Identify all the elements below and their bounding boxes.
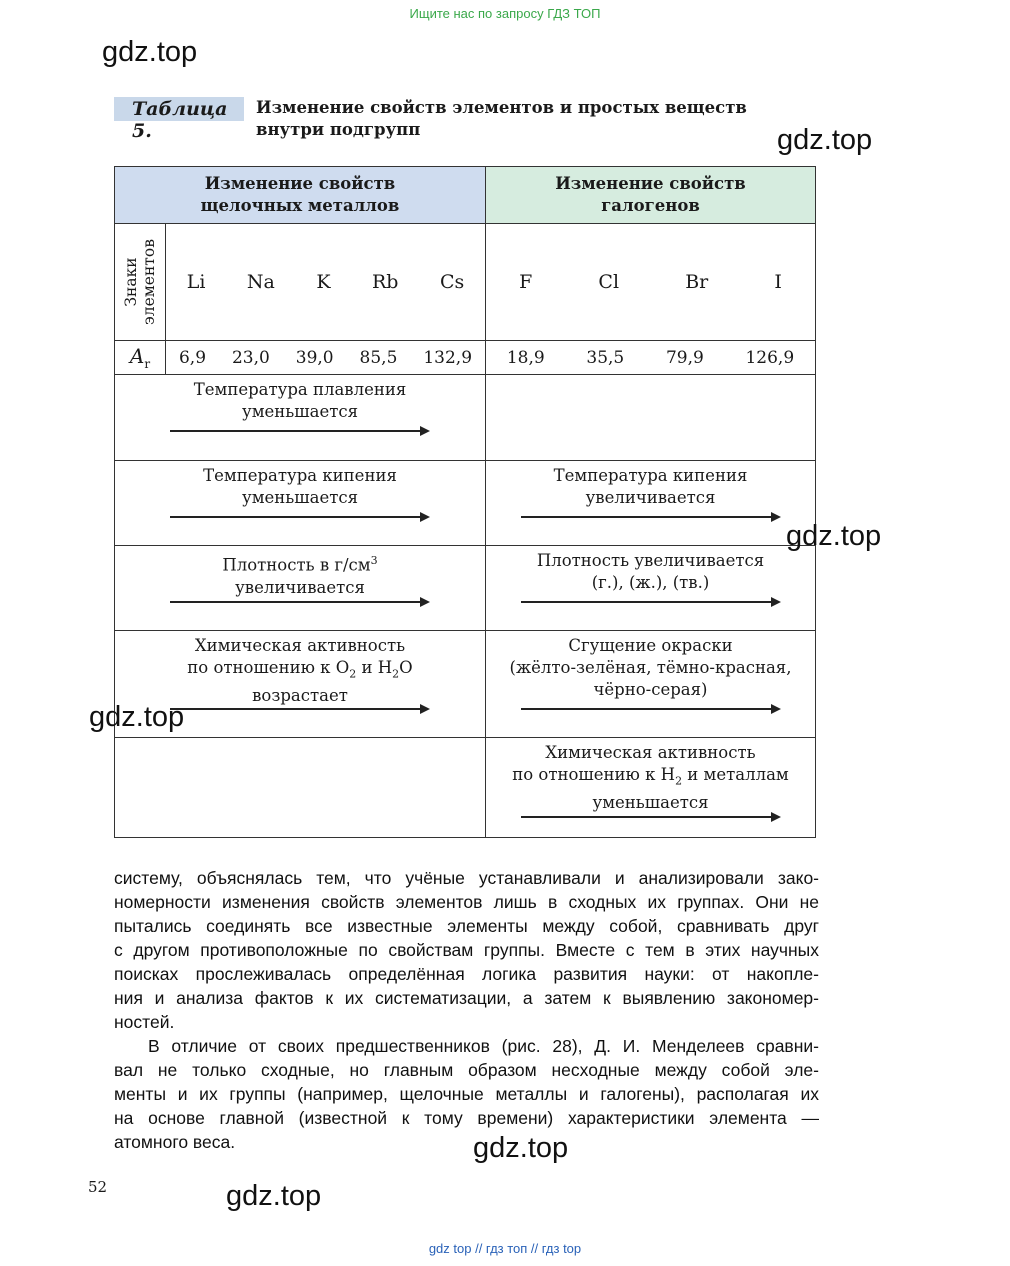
trend-arrow — [170, 601, 428, 603]
element-symbol: Li — [186, 271, 206, 293]
prop-line: Температура кипения — [553, 466, 748, 485]
prop-text: Плотность в г/см — [222, 555, 371, 575]
text-line: ностей. — [114, 1012, 175, 1032]
header-line: щелочных металлов — [200, 196, 400, 215]
properties-table — [114, 166, 816, 838]
prop-sup: 3 — [370, 554, 378, 567]
text-line: с другом противоположные по свойствам группы. Вместе с тем в этих научных — [114, 940, 819, 960]
element-symbol: F — [519, 271, 533, 293]
text-line: на основе главной (известной к тому времени) характеристики элемента — — [114, 1108, 819, 1128]
text-line: пытались соединять все известные элементы между собой, сравнивать друг — [114, 916, 819, 936]
watermark: gdz.top — [226, 1180, 322, 1212]
atomic-mass-value: 23,0 — [231, 347, 270, 368]
ar-subscript: r — [144, 357, 151, 371]
alkali-ar-cell — [166, 341, 486, 375]
prop-line: уменьшается — [592, 793, 709, 813]
prop-line: (жёлто-зелёная, тёмно-красная, — [509, 658, 792, 677]
trend-arrow — [170, 430, 428, 432]
caption-line: внутри подгрупп — [256, 120, 421, 139]
prop-line: чёрно-серая) — [593, 680, 708, 699]
prop-line: уменьшается — [241, 402, 358, 421]
header-line: Изменение свойств — [555, 174, 746, 193]
atomic-mass-value: 126,9 — [745, 347, 795, 368]
prop-line: возрастает — [252, 686, 348, 706]
table-caption-tag-text: Таблица 5. — [132, 98, 228, 142]
prop-text: и металлам — [682, 765, 789, 784]
element-symbol: Na — [246, 271, 275, 293]
watermark: gdz.top — [89, 701, 185, 733]
alkali-symbols-cell — [166, 224, 486, 341]
prop-line — [115, 550, 485, 577]
table-caption-title — [256, 97, 776, 141]
halogen-symbols-cell — [486, 224, 816, 341]
watermark: gdz.top — [777, 124, 873, 156]
element-symbol: Rb — [372, 271, 399, 293]
prop-text: O — [399, 658, 413, 677]
table-caption-tag — [114, 97, 244, 142]
prop-line: Химическая активность — [194, 636, 406, 655]
text-line: поисках прослеживалась определённая логика развития науки: от накопле- — [114, 964, 819, 984]
header-line: Изменение свойств — [204, 174, 396, 193]
header-alkali-metals — [115, 167, 486, 224]
atomic-mass-value: 132,9 — [423, 347, 473, 368]
text-line: ния и анализа фактов к их систематизации, а затем к выявлению закономер- — [114, 988, 819, 1008]
prop-text: по отношению к O — [187, 658, 350, 677]
atomic-mass-value: 6,9 — [178, 347, 207, 368]
element-symbol: I — [774, 271, 782, 293]
page-number: 52 — [88, 1178, 108, 1196]
prop-line: уменьшается — [241, 488, 358, 507]
element-symbol: Cl — [598, 271, 620, 293]
atomic-mass-value: 79,9 — [665, 347, 704, 368]
melting-temp-alkali — [115, 375, 486, 461]
prop-line: Плотность увеличивается — [536, 551, 765, 570]
density-alkali — [115, 546, 486, 631]
element-symbol: Br — [685, 271, 709, 293]
prop-sub: 2 — [675, 774, 683, 788]
activity-halogen — [486, 738, 816, 838]
prop-line: увеличивается — [235, 577, 365, 597]
top-promo-link[interactable]: Ищите нас по запросу ГДЗ ТОП — [409, 6, 601, 21]
halogen-ar-cell — [486, 341, 816, 375]
label-line: Знаки — [122, 257, 140, 307]
trend-arrow — [170, 708, 428, 710]
atomic-mass-value: 39,0 — [295, 347, 334, 368]
text-line: менты и их группы (например, щелочные металлы и галогены), располагая их — [114, 1084, 819, 1104]
prop-text: и H — [356, 658, 393, 677]
prop-text: по отношению к H — [512, 765, 676, 784]
prop-line: (г.), (ж.), (тв.) — [591, 573, 710, 592]
label-line: элементов — [140, 239, 158, 325]
trend-arrow — [521, 708, 779, 710]
bottom-promo-link[interactable]: gdz top // гдз топ // гдз top — [428, 1241, 582, 1256]
melting-temp-halogen-empty — [486, 375, 816, 461]
prop-line — [486, 764, 815, 792]
trend-arrow — [521, 516, 779, 518]
atomic-mass-value: 18,9 — [506, 347, 545, 368]
watermark: gdz.top — [786, 520, 882, 552]
text-line: атомного веса. — [114, 1132, 236, 1152]
prop-line — [115, 657, 485, 685]
text-line: номерности изменения свойств элементов лишь в сходных их группах. Они не — [114, 892, 819, 912]
element-symbol: Cs — [439, 271, 465, 293]
density-halogen — [486, 546, 816, 631]
watermark: gdz.top — [102, 36, 198, 68]
vertical-label — [122, 239, 158, 325]
caption-line: Изменение свойств элементов и простых веществ — [256, 98, 747, 117]
element-symbol: K — [316, 271, 331, 293]
body-paragraph-2 — [114, 1034, 819, 1154]
prop-line: Температура плавления — [193, 380, 407, 399]
header-halogens — [486, 167, 816, 224]
watermark: gdz.top — [473, 1132, 569, 1164]
element-symbols-label — [115, 224, 166, 341]
prop-line: Температура кипения — [203, 466, 397, 485]
text-line: В отличие от своих предшественников (рис. 28), Д. И. Менделеев сравни- — [148, 1036, 819, 1056]
atomic-mass-value: 85,5 — [359, 347, 398, 368]
text-line: систему, объяснялась тем, что учёные устанавливали и анализировали зако- — [114, 868, 819, 888]
atomic-mass-value: 35,5 — [586, 347, 625, 368]
ar-symbol: A — [129, 344, 145, 368]
body-paragraph-1 — [114, 866, 819, 1034]
prop-line: Сгущение окраски — [568, 636, 733, 655]
prop-line: Химическая активность — [545, 743, 756, 762]
trend-arrow — [521, 601, 779, 603]
prop-line: увеличивается — [585, 488, 716, 507]
atomic-mass-label — [115, 341, 166, 375]
boiling-temp-alkali — [115, 461, 486, 546]
prop-sub: 2 — [349, 667, 357, 681]
boiling-temp-halogen — [486, 461, 816, 546]
activity-alkali-empty — [115, 738, 486, 838]
color-halogen — [486, 631, 816, 738]
trend-arrow — [170, 516, 428, 518]
prop-sub: 2 — [392, 667, 400, 681]
text-line: вал не только сходные, но главным образом несходные между собой эле- — [114, 1060, 819, 1080]
header-line: галогенов — [601, 196, 700, 215]
trend-arrow — [521, 816, 779, 818]
